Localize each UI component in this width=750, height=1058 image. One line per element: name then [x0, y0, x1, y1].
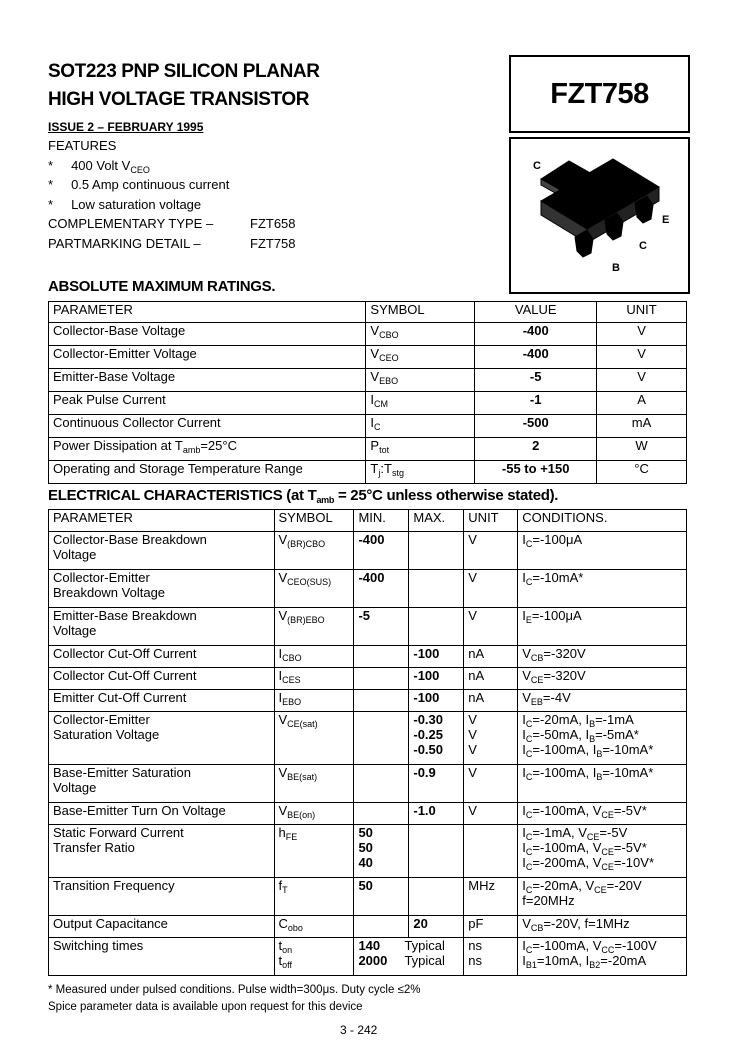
table-row: Base-Emitter Saturation Voltage $V_{BE(sat)}$ -0.9 V $I_C=-100mA$, $I_B=-10mA*$	[49, 765, 687, 803]
header-unit: UNIT	[597, 302, 687, 323]
header-parameter: PARAMETER	[49, 302, 366, 323]
table-row: Peak Pulse Current $I_{CM}$ -1 A	[49, 392, 687, 415]
pin-label-c: C	[639, 240, 647, 252]
sot223-package-icon	[511, 139, 688, 292]
part-number: FZT758	[550, 77, 649, 110]
features-heading: FEATURES	[48, 138, 117, 153]
table-row: Output Capacitance $C_{obo}$ 20 pF $V_{CB}=-20V$, f=1MHz	[49, 916, 687, 938]
table-row: Emitter Cut-Off Current $I_{EBO}$ -100 nA $V_{EB}=-4V$	[49, 690, 687, 712]
table-row: Operating and Storage Temperature Range $T_j:T_{stg}$ -55 to +150 °C	[49, 461, 687, 484]
part-number-box	[509, 55, 690, 133]
table-row: Collector-Base Breakdown Voltage $V_{(BR)CBO}$ -400 V $I_C=-100\mu A$	[49, 532, 687, 570]
table-row: Emitter-Base Breakdown Voltage $V_{(BR)EBO}$ -5 V $I_E=-100\mu A$	[49, 608, 687, 646]
pin-label-e: E	[662, 214, 670, 226]
table-row: Collector-Emitter Breakdown Voltage $V_{CEO(SUS)}$ -400 V $I_C=-10mA*$	[49, 570, 687, 608]
features-block	[48, 136, 296, 253]
pin-label-b: B	[612, 262, 620, 274]
table-row: Continuous Collector Current $I_C$ -500 mA	[49, 415, 687, 438]
table-row: Emitter-Base Voltage $V_{EBO}$ -5 V	[49, 369, 687, 392]
abs-max-table	[48, 301, 687, 484]
footnote-pulsed: * Measured under pulsed conditions. Pulse width=300μs. Duty cycle ≤2%	[48, 984, 421, 996]
table-header-row: PARAMETER SYMBOL MIN. MAX. UNIT CONDITIONS.	[49, 510, 687, 532]
elec-table	[48, 509, 687, 976]
elec-heading: ELECTRICAL CHARACTERISTICS (at $T_{amb} = 25^\circ C$ unless otherwise stated).	[48, 487, 559, 505]
page-number: 3 - 242	[340, 1023, 378, 1037]
feature-item: * 0.5 Amp continuous current	[48, 177, 230, 192]
title-line-2: HIGH VOLTAGE TRANSISTOR	[48, 89, 310, 110]
issue-date: ISSUE 2 – FEBRUARY 1995	[48, 120, 204, 134]
complementary-type: COMPLEMENTARY TYPE – FZT658	[48, 216, 296, 231]
table-row: Base-Emitter Turn On Voltage $V_{BE(on)}$ -1.0 V $I_C=-100mA$, $V_{CE}=-5V*$	[49, 803, 687, 825]
table-row: Collector-Emitter Saturation Voltage $V_{CE(sat)}$ -0.30 -0.25 -0.50 V V V $I_C=-20mA$, $I_B=-1mA$ $I_C=-50mA$, $I_B=-5mA*$ $I_C=-100mA$, $I_B=-10mA*$	[49, 712, 687, 765]
table-row: Switching times $t_{on}$ $t_{off}$ 140 Typical 2000 Typical ns ns $I_C=-100mA$, $V_{CC}=-100V$ $I_{B1}=10mA$, $I_{B2}=-20mA$	[49, 938, 687, 976]
pin-label-c-top: C	[533, 160, 541, 172]
package-drawing-box	[509, 137, 690, 294]
table-row: Power Dissipation at $T_{amb}=25^\circ C$ $P_{tot}$ 2 W	[49, 438, 687, 461]
footnote-spice: Spice parameter data is available upon request for this device	[48, 1001, 363, 1013]
table-row: Transition Frequency $f_T$ 50 MHz $I_C=-20mA$, $V_{CE}=-20V$ f=20MHz	[49, 878, 687, 916]
table-row: Collector-Emitter Voltage $V_{CEO}$ -400 V	[49, 346, 687, 369]
abs-max-heading: ABSOLUTE MAXIMUM RATINGS.	[48, 278, 276, 295]
title-line-1: SOT223 PNP SILICON PLANAR	[48, 61, 320, 82]
table-row: Static Forward Current Transfer Ratio $h_{FE}$ 50 50 40 $I_C=-1mA$, $V_{CE}=-5V$ $I_C=-100mA$, $V_{CE}=-5V*$ $I_C=-200mA$, $V_{CE}=-10V*$	[49, 825, 687, 878]
table-row: Collector Cut-Off Current $I_{CES}$ -100 nA $V_{CE}=-320V$	[49, 668, 687, 690]
feature-item: * Low saturation voltage	[48, 196, 202, 212]
table-row: Collector Cut-Off Current $I_{CBO}$ -100 nA $V_{CB}=-320V$	[49, 646, 687, 668]
feature-item: * 400 Volt $V_{CEO}$	[48, 157, 150, 175]
table-row: Collector-Base Voltage $V_{CBO}$ -400 V	[49, 323, 687, 346]
table-header-row	[49, 302, 687, 323]
header-value: VALUE	[475, 302, 597, 323]
partmarking-detail: PARTMARKING DETAIL – FZT758	[48, 235, 296, 251]
header-symbol: SYMBOL	[366, 302, 475, 323]
